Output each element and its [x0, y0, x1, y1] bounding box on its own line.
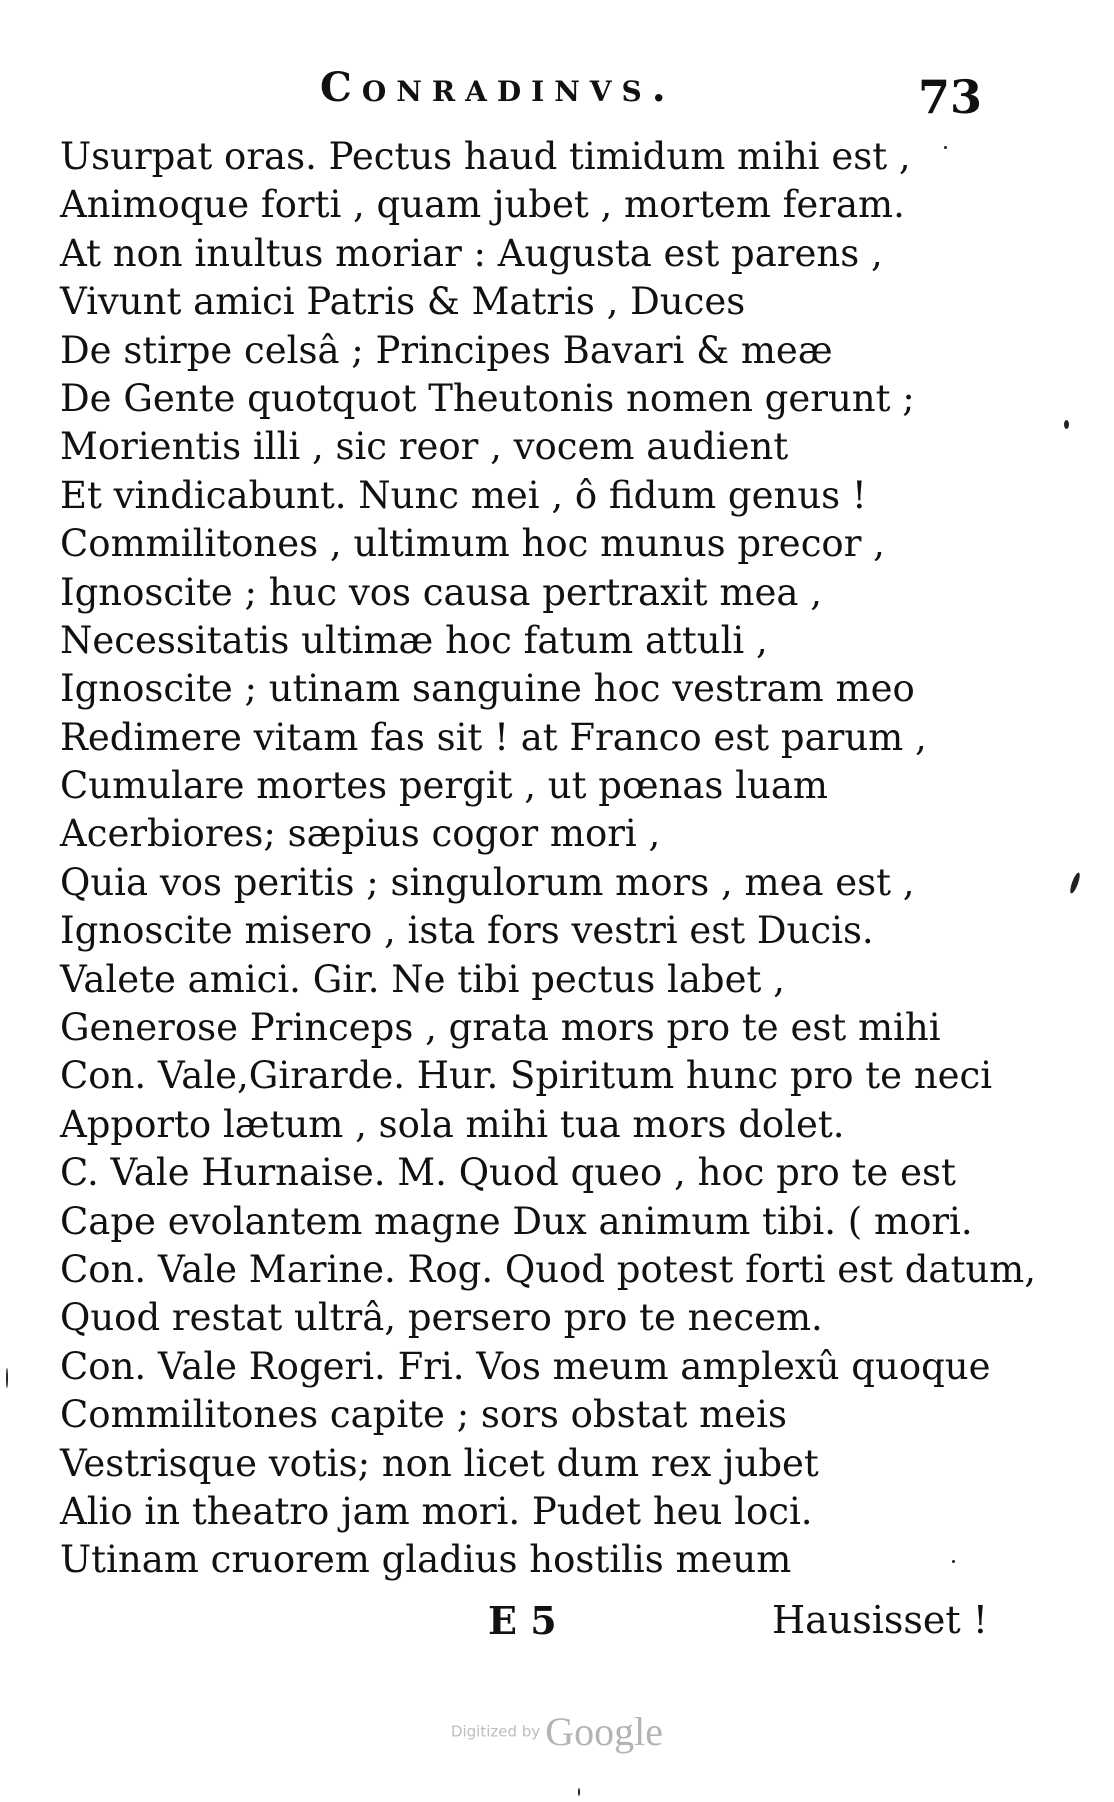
digitized-prefix: Digitized by [450, 1722, 541, 1741]
verse-line: Utinam cruorem gladius hostilis meum [60, 1538, 792, 1582]
verse-line: Vivunt amici Patris & Matris , Duces [60, 280, 746, 324]
verse-line: Vestrisque votis; non licet dum rex jubet [60, 1441, 819, 1485]
digitized-watermark [0, 1708, 1114, 1755]
google-wordmark: Google [545, 1709, 664, 1754]
scan-speck [952, 1560, 955, 1563]
verse-line: C. Vale Hurnaise. M. Quod queo , hoc pro te est [60, 1151, 956, 1195]
page-number: 73 [918, 70, 983, 124]
verse-line: Redimere vitam fas sit ! at Franco est parum , [60, 715, 927, 759]
scan-speck [1064, 420, 1069, 429]
verse-line: Commilitones capite ; sors obstat meis [60, 1393, 787, 1437]
verse-line: Morientis illi , sic reor , vocem audient [60, 425, 789, 469]
verse-line: Quod restat ultrâ, persero pro te necem. [60, 1296, 823, 1340]
verse-line: Usurpat oras. Pectus haud timidum mihi est , [60, 135, 911, 178]
verse-line: Ignoscite ; utinam sanguine hoc vestram meo [60, 667, 915, 711]
verse-line: At non inultus moriar : Augusta est parens , [60, 231, 883, 275]
verse-line: Et vindicabunt. Nunc mei , ô fidum genus ! [60, 473, 867, 517]
scan-speck [944, 146, 947, 149]
verse-line: Apporto lætum , sola mihi tua mors dolet. [60, 1102, 845, 1146]
verse-line: Cape evolantem magne Dux animum tibi. ( mori. [60, 1199, 973, 1243]
verse-line: Con. Vale Marine. Rog. Quod potest forti est datum, [60, 1247, 1037, 1291]
verse-line: Necessitatis ultimæ hoc fatum attuli , [60, 618, 768, 662]
verse-line: Con. Vale Rogeri. Fri. Vos meum amplexû quoque [60, 1344, 991, 1388]
verse-line: Con. Vale,Girarde. Hur. Spiritum hunc pro te neci [60, 1054, 993, 1098]
verse-line: Generose Princeps , grata mors pro te est mihi [60, 1006, 941, 1050]
verse-line: Ignoscite misero , ista fors vestri est Ducis. [60, 909, 874, 953]
signature-mark: E 5 [488, 1598, 557, 1643]
catchword: Hausisset ! [772, 1598, 989, 1642]
scan-speck [6, 1368, 8, 1388]
verse-line: Cumulare mortes pergit , ut pœnas luam [60, 764, 828, 808]
scan-speck [578, 1788, 580, 1796]
verse-line: De stirpe celsâ ; Principes Bavari & meæ [60, 328, 833, 372]
scan-speck [1068, 872, 1081, 895]
verse-line: Valete amici. Gir. Ne tibi pectus labet , [60, 957, 785, 1001]
verse-line: Commilitones , ultimum hoc munus precor , [60, 522, 885, 566]
verse-line: Quia vos peritis ; singulorum mors , mea est , [60, 860, 915, 904]
verse-line: Acerbiores; sæpius cogor mori , [60, 812, 661, 856]
verse-body [60, 133, 1037, 1585]
verse-line: Ignoscite ; huc vos causa pertraxit mea , [60, 570, 822, 614]
page-footer [0, 1598, 1114, 1658]
running-title: Conradinvs. [320, 64, 676, 111]
verse-line: Animoque forti , quam jubet , mortem feram. [60, 183, 905, 227]
verse-line: Alio in theatro jam mori. Pudet heu loci. [60, 1489, 813, 1533]
verse-line: De Gente quotquot Theutonis nomen gerunt ; [60, 376, 915, 420]
page-header [0, 60, 1114, 124]
